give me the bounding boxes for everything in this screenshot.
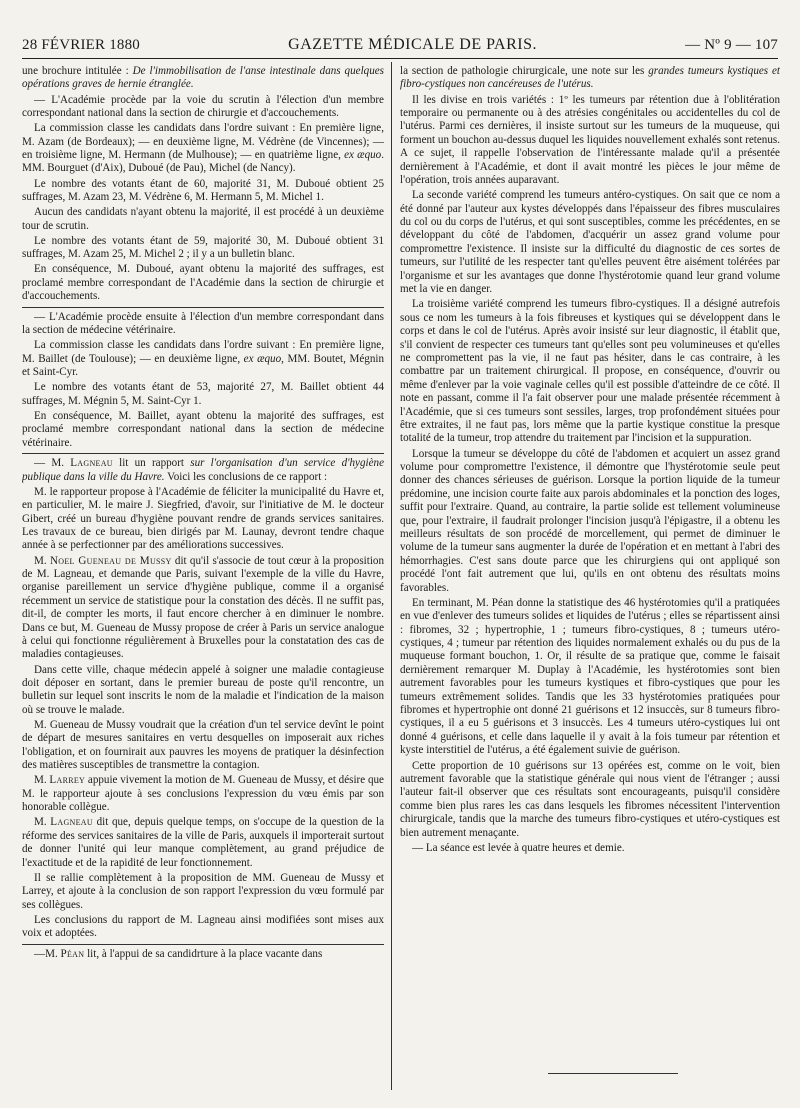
text-run: lit, à l'appui de sa candidrture à la place vacante dans	[84, 947, 323, 960]
paragraph	[22, 311, 384, 338]
paragraph	[400, 760, 780, 840]
paragraph	[22, 122, 384, 176]
text-run: la section de pathologie chirurgicale, une note sur les	[400, 65, 649, 77]
text-run: Voici les conclusions de ce rapport :	[164, 470, 328, 483]
italic-text: grandes tumeurs kystiques et fibro-cystiques non cancéreuses de l'utérus.	[400, 65, 780, 91]
text-run: Les conclusions du rapport de M. Lagneau ainsi modifiées sont mises aux voix et adoptées.	[22, 913, 384, 940]
paragraph	[22, 381, 384, 408]
paragraph	[22, 816, 384, 870]
paragraph	[22, 457, 384, 484]
page-header	[22, 36, 778, 56]
paragraph	[22, 263, 384, 303]
text-run: La seconde variété comprend les tumeurs antéro-cystiques. On sait que ce nom a été donné par l'auteur aux kystes développés dans l'épaisseur des fibres musculaires du col ou du corps de l'utérus, et qui sont susceptibles, comme les précédentes, en se développant du côté de l'abdomen, d'acquérir un assez grand volume pour compromettre l'existence. Il insiste sur la difficulté du diagnostic de ces sortes de tumeurs, sur l'utilité de les respecter tant qu'elles peuvent être aisément tolérées par l'organisme et sur les avantages que donne l'hystérotomie quand leur grand volume met la vie en danger.	[400, 189, 780, 296]
text-run: lit un rapport	[112, 457, 191, 470]
text-run: Le nombre des votants étant de 59, majorité 30, M. Duboué obtient 31 suffrages, M. Azam 25, M. Michel 2 ; il y a un bulletin blanc.	[22, 234, 384, 261]
text-run: M. le rapporteur propose à l'Académie de féliciter la municipalité du Havre et, en particulier, M. le maire J. Siegfried, d'avoir, sur l'initiative de M. le docteur Gibert, créé un bureau d'hygiène pouvant rendre de grands services sanitaires. Les travaux de ce bureau, bien dirigés par M. Launay, devront tendre chaque année à se perfectionner par des améliorations successives.	[22, 485, 384, 552]
text-run: Lorsque la tumeur se développe du côté de l'abdomen et acquiert un assez grand volume pour compromettre l'existence, il démontre que l'hystérotomie seule peut donner des chances sérieuses de guérison. Lorsque la portion liquide de la tumeur prédomine, une incision courte faite aux parois abdominales et la ponction des loges, suffit pour l'extraire. Quand, au contraire, la partie solide est tellement volumineuse que, pour l'extraire, il faudrait prolonger l'incision jusqu'à l'épigastre, il a obtenu les meilleurs résultats de son procédé de morcellement, qui permet de diminuer le volume de la tumeur sans augmenter la durée de l'opération et en mettant à l'abri des hémorrhagies. C'est sans doute parce que les chirurgiens qui ont appliqué son procédé l'ont fait autrement que lui, qu'ils en ont obtenu des résultats moins favorables.	[400, 447, 780, 594]
speaker-name: Péan	[60, 947, 85, 960]
paragraph	[400, 597, 780, 758]
section-separator	[22, 944, 384, 945]
text-run: Le nombre des votants étant de 60, majorité 31, M. Duboué obtient 25 suffrages, M. Azam 23, M. Védrène 6, M. Hermann 5, M. Michel 1.	[22, 177, 384, 204]
paragraph	[22, 486, 384, 553]
text-run: Il les divise en trois variétés : 1º les tumeurs par rétention due à l'oblitération temporaire ou permanente ou à des atrésies congénitales ou accidentelles du col de l'utérus. Parmi ces dernières, il insiste surtout sur les tumeurs de la muqueuse, qui forment un bouchon au-dessus duquel les liquides nouvellement exhalés sont retenus. A ce sujet, il rappelle l'observation de l'intéressante malade qu'il a présentée dernièrement à l'Académie, et dont il avait montré les pièces le jour même de l'opération, trois années auparavant.	[400, 93, 780, 187]
paragraph	[22, 206, 384, 233]
text-run: En conséquence, M. Duboué, ayant obtenu la majorité des suffrages, est proclamé membre correspondant de l'Académie dans la section de chirurgie et d'accouchements.	[22, 263, 384, 303]
italic-text: De l'immobilisation de l'anse intestinale dans quelques opérations graves de hernie étranglée.	[22, 65, 384, 91]
text-run: La commission classe les candidats dans l'ordre suivant : En première ligne, M. Azam (de Bordeaux); — en deuxième ligne, M. Védrène (de Vincennes); — en troisième ligne, M. Hermann (de Mulhouse); — en quatrième ligne,	[22, 122, 384, 162]
text-run: dit que, depuis quelque temps, on s'occupe de la question de la réforme des services sanitaires de la ville de Paris, auxquels il importerait surtout de donner l'unité qui leur manque complètement, au grand préjudice de l'exactitude et de la rapidité de leur fonctionnement.	[22, 816, 384, 869]
text-run: Il se rallie complètement à la proposition de MM. Gueneau de Mussy et Larrey, et ajoute à la conclusion de son rapport l'expression du vœu formulé par ses collègues.	[22, 871, 384, 911]
paragraph	[400, 842, 780, 855]
text-run: M.	[34, 816, 51, 829]
speaker-name: Larrey	[49, 774, 86, 787]
text-run: Le nombre des votants étant de 53, majorité 27, M. Baillet obtient 44 suffrages, M. Mégnin 5, M. Saint-Cyr 1.	[22, 381, 384, 407]
end-rule	[548, 1073, 678, 1074]
text-run: une brochure intitulée :	[22, 65, 133, 77]
text-run: — L'Académie procède par la voie du scrutin à l'élection d'un membre correspondant national dans la section de chirurgie et d'accouchements.	[22, 93, 384, 120]
right-column	[400, 65, 780, 1090]
text-run: La commission classe les candidats dans l'ordre suivant : En première ligne, M. Baillet (de Toulouse); — en deuxième ligne,	[22, 339, 384, 365]
speaker-name: Noel Gueneau de Mussy	[49, 554, 172, 567]
text-run: M.	[34, 554, 50, 567]
header-rule	[22, 58, 778, 59]
header-title: GAZETTE MÉDICALE DE PARIS.	[288, 36, 537, 53]
speaker-name: Lagneau	[50, 816, 93, 829]
italic-text: sur l'organisation d'un service d'hygiène publique dans la ville du Havre.	[22, 457, 384, 483]
text-run: dit qu'il s'associe de tout cœur à la proposition de M. Lagneau, et demande que Paris, suivant l'exemple de la ville du Havre, organise pareillement un service d'hygiène publique, comme il a organisé récemment un service de statistique pour la constation des décès. Il ne suffit pas, dit-il, de compter les morts, il faut encore chercher à en diminuer le nombre. Dans ce but, M. Gueneau de Mussy propose de créer à Paris un service analogue à celui qui fonctionne régulièrement à Bruxelles pour la constatation des cas de maladies contagieuses.	[22, 554, 384, 661]
paragraph	[22, 872, 384, 912]
speaker-name: Lagneau	[70, 457, 113, 470]
paragraph	[22, 65, 384, 92]
paragraph	[22, 719, 384, 773]
text-run: En terminant, M. Péan donne la statistique des 46 hystérotomies qu'il a pratiquées en vue d'enlever des tumeurs solides et liquides de l'utérus ; elles se répartissent ainsi : fibromes, 32 ; hypertrophie, 1 ; tumeurs fibro-cystiques, 8 ; tumeurs utéro-cystiques, 4 ; tumeur par rétention des liquides normalement exhalés ou du pus de la muqueuse formant bouchon, 1. Or, il résulte de sa pratique que, comme le faisait dernièrement remarquer M. Duplay à l'Académie, les hystérotomies sont bien autrement favorables pour les tumeurs kystiques et fibro-cystiques que pour les tumeurs extrêmement solides. Tandis que les 33 hystérotomies pratiquées pour fibromes et hypertrophie ont donné 21 guérisons et 12 insuccès, sur 8 tumeurs fibro-cystiques, il a eu 5 guérisons et 3 insuccès. Les 4 tumeurs utéro-cystiques lui ont donné 4 guérisons, et celle dans laquelle il y avait à la fois tumeur par rétention et kyste interstitiel de l'utérus, a été également suivie de guérison.	[400, 596, 780, 757]
text-run: — L'Académie procède ensuite à l'élection d'un membre correspondant dans la section de médecine vétérinaire.	[22, 310, 384, 337]
paragraph	[22, 664, 384, 718]
paragraph	[22, 94, 384, 121]
text-run: Dans cette ville, chaque médecin appelé à soigner une maladie contagieuse doit déposer en sortant, dans le premier bureau de poste qu'il rencontre, un bulletin sur lequel sont inscrits le nom de la maladie et l'indication de la maison où se trouve le malade.	[22, 663, 384, 716]
header-issue: — Nº 9 — 107	[685, 37, 778, 53]
paragraph	[400, 189, 780, 296]
text-run: —M.	[34, 947, 61, 960]
text-run: appuie vivement la motion de M. Gueneau de Mussy, et désire que M. le rapporteur ajoute à ses conclusions l'expression du vœu émis par son honorable collègue.	[22, 774, 384, 814]
paragraph	[22, 774, 384, 814]
paragraph	[400, 65, 780, 92]
paragraph	[22, 235, 384, 262]
paragraph	[22, 339, 384, 379]
text-run: Cette proportion de 10 guérisons sur 13 opérées est, comme on le voit, bien autrement favorable que la statistique générale qui nous vient de l'étranger ; aussi l'auteur fait-il observer que ces résultats sont encourageants, puisqu'il considère comme bien plus rares les cas dans lesquels les fibromes nécessitent l'intervention chirurgicale, tandis que la marche des tumeurs fibro-cystiques et utéro-cystiques est bien autrement menaçante.	[400, 759, 780, 839]
section-separator	[22, 453, 384, 454]
text-run: M.	[34, 774, 50, 787]
paragraph	[22, 178, 384, 205]
paragraph	[400, 298, 780, 445]
text-run: , MM. Boutet, Mégnin et Saint-Cyr.	[22, 352, 384, 379]
paragraph	[22, 410, 384, 450]
paragraph	[400, 448, 780, 595]
paragraph	[22, 948, 384, 961]
left-column	[22, 65, 384, 1090]
italic-text: ex æquo	[243, 352, 282, 365]
column-divider	[391, 62, 392, 1090]
text-run: — La séance est levée à quatre heures et demie.	[412, 841, 625, 854]
paragraph	[400, 94, 780, 188]
text-run: — M.	[34, 457, 71, 470]
section-separator	[22, 307, 384, 308]
text-run: . MM. Bourguet (d'Aix), Duboué (de Pau), Michel (de Nancy).	[22, 149, 384, 175]
italic-text: ex æquo	[344, 149, 382, 162]
paragraph	[22, 555, 384, 662]
header-date: 28 FÉVRIER 1880	[22, 37, 141, 53]
text-run: M. Gueneau de Mussy voudrait que la création d'un tel service devînt le point de départ de mesures sanitaires en vertu desquelles on imposerait aux riches l'obligation, et on fournirait aux pauvres les moyens de pratiquer la désinfection des matières susceptibles de transmettre la contagion.	[22, 719, 384, 772]
text-run: Aucun des candidats n'ayant obtenu la majorité, il est procédé à un deuxième tour de scrutin.	[22, 206, 384, 232]
text-run: En conséquence, M. Baillet, ayant obtenu la majorité des suffrages, est proclamé membre correspondant national dans la section de médecine vétérinaire.	[22, 409, 384, 449]
text-run: La troisième variété comprend les tumeurs fibro-cystiques. Il a désigné autrefois sous ce nom les tumeurs à la fois fibreuses et kystiques qui se développent dans le corps et dans le col de l'utérus. Après avoir insisté sur leur diagnostic, il établit que, s'il convient de respecter ces tumeurs tant qu'elles sont peu volumineuses et qu'elles ne compromettent pas la vie, il ne faut pas hésiter, dans le cas contraire, à les combattre par un traitement chirurgical. Il propose, en conséquence, d'ouvrir ou même d'enlever par la voie vaginale celles qu'il est possible d'atteindre de ce côté. Il note en passant, comme il l'a fait observer pour une malade présentée récemment à l'Académie, que si ces tumeurs sont sessiles, larges, trop profondément situées pour être extraites, il ne faut pas, lors même que la partie kystique constitue la presque totalité de la tumeur, trop attendre du traitement par l'incision et la suppuration.	[400, 298, 780, 445]
paragraph	[22, 914, 384, 941]
